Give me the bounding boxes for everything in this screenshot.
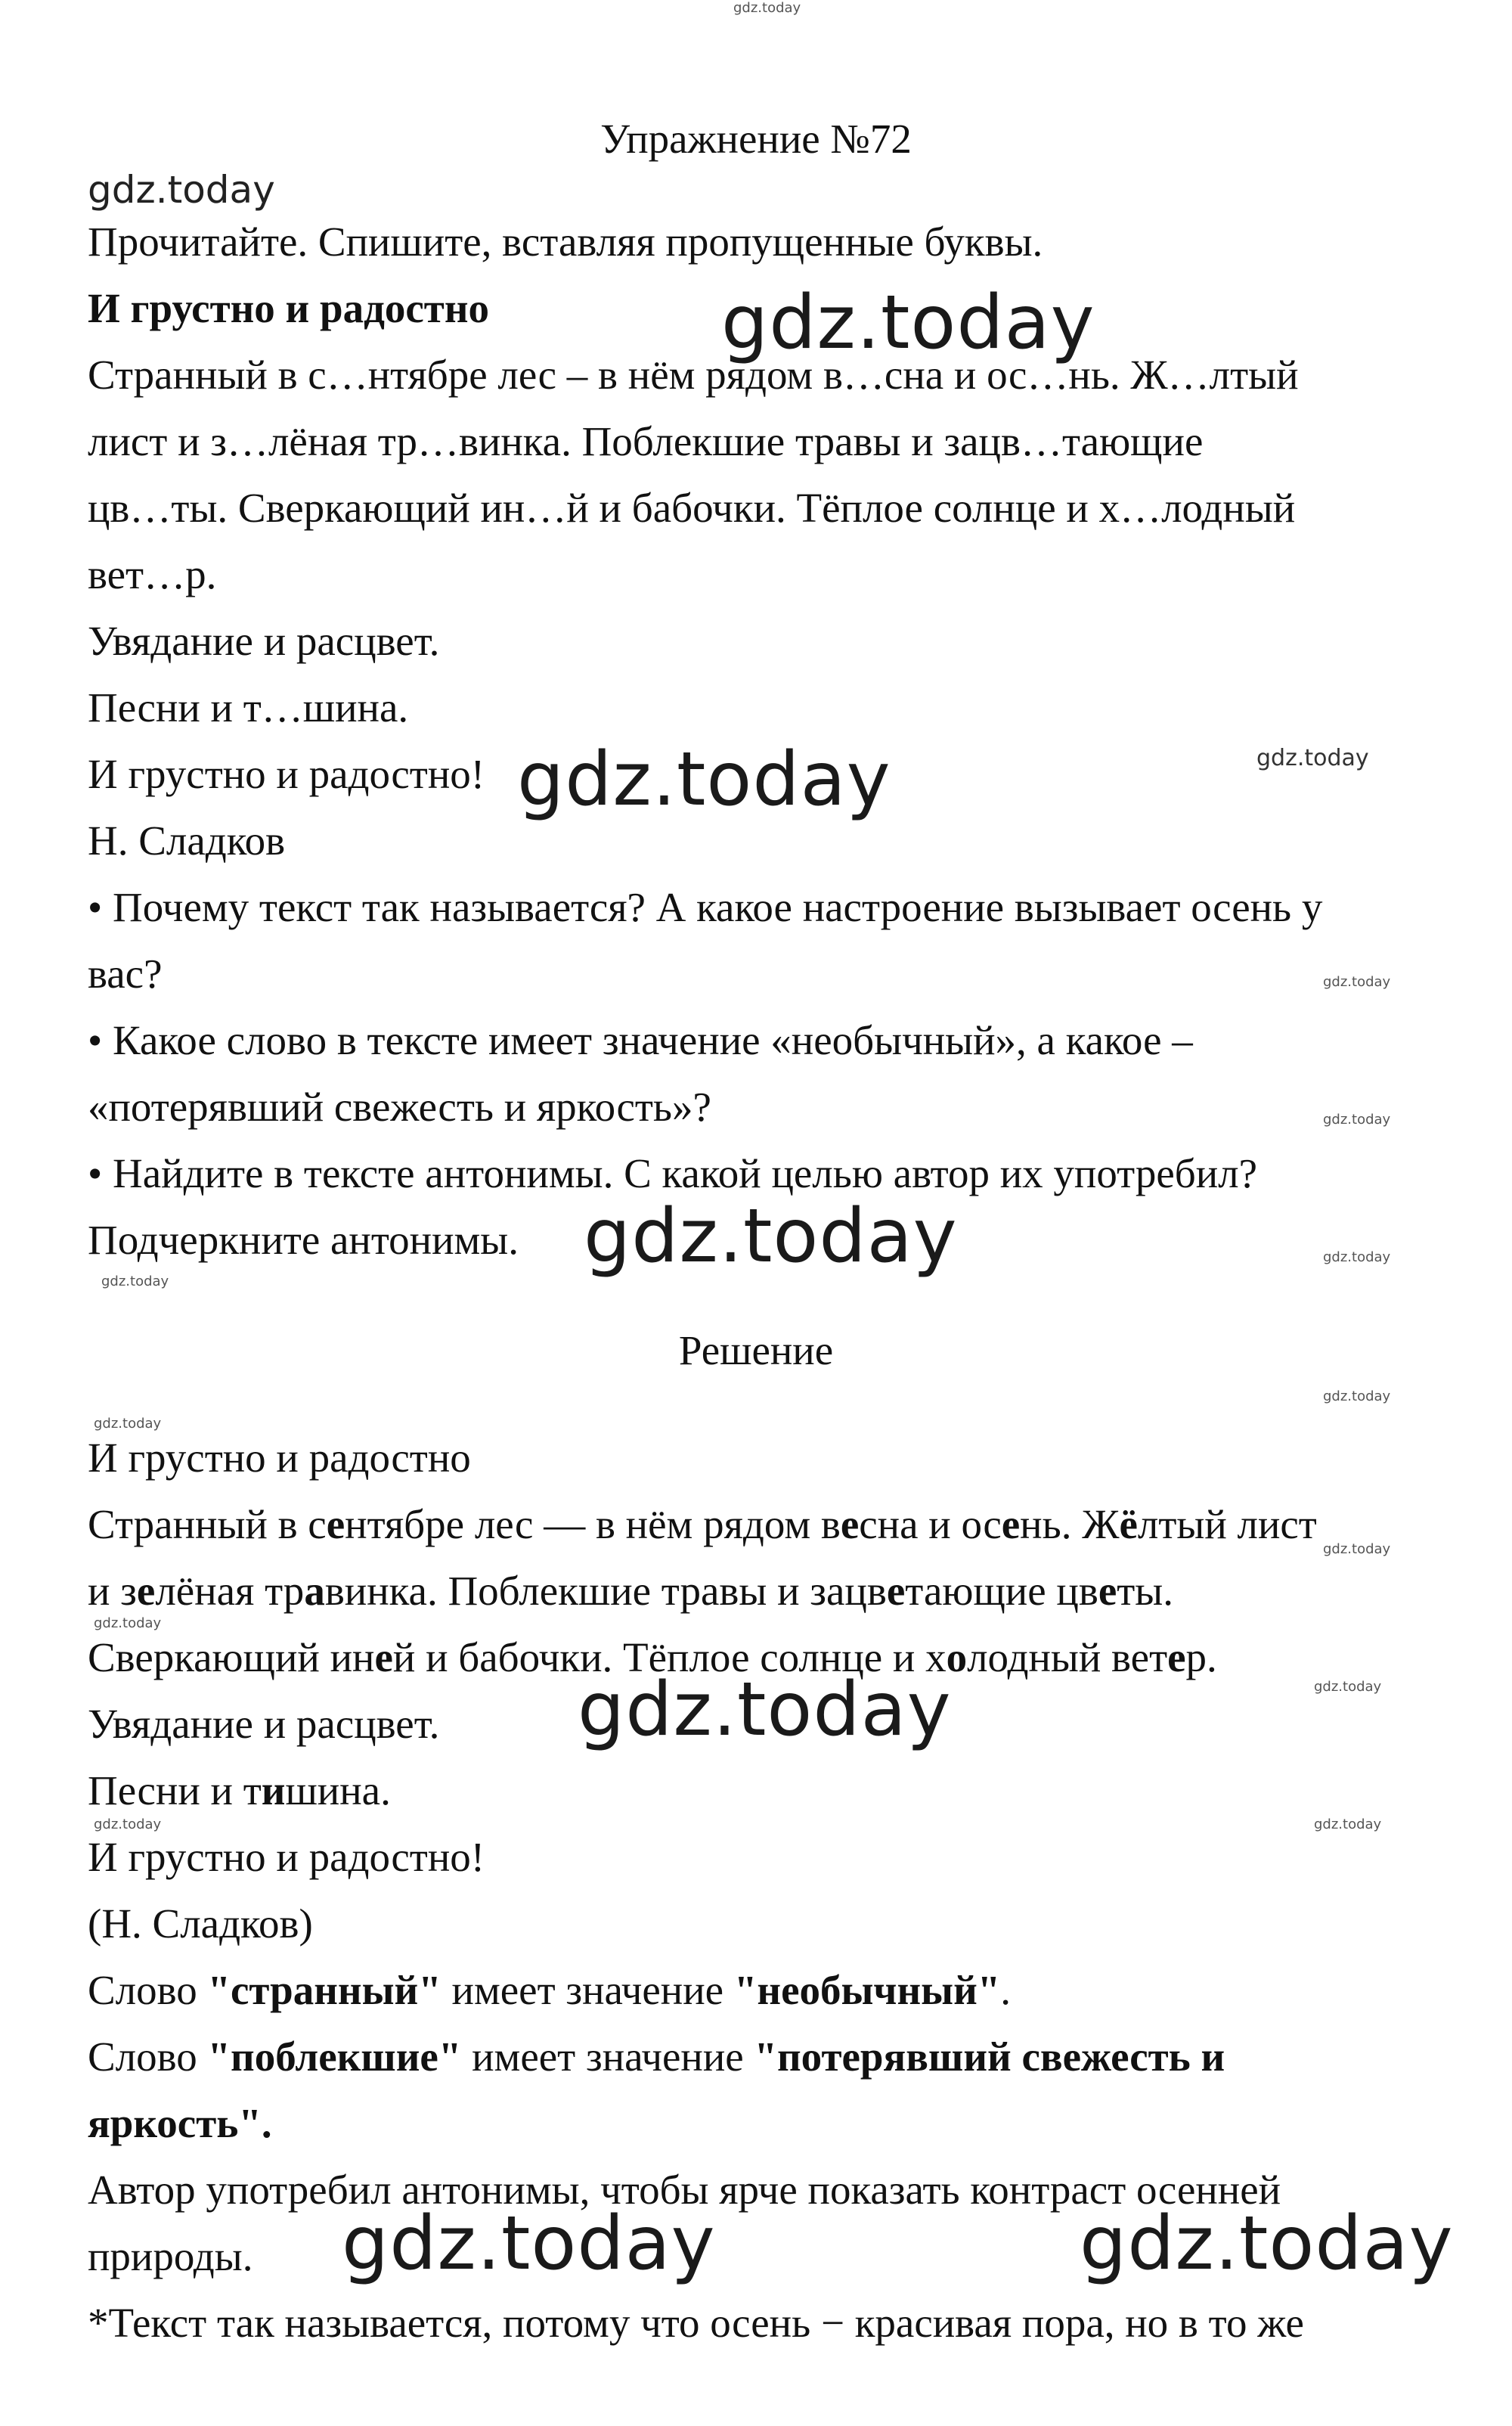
text-line: Песни и т…шина. [88,684,409,731]
word: "поблекшие" [207,2034,462,2080]
word: "странный" [207,1967,442,2013]
watermark: gdz.today [342,2201,716,2287]
watermark-top: gdz.today [733,0,801,16]
text: Слово [88,2034,208,2080]
meaning-line [88,2030,1452,2084]
text: и з [88,1568,137,1614]
inserted-letter: е [1098,1568,1117,1614]
antonyms-line: природы. [88,2233,253,2279]
watermark: gdz.today [88,168,275,212]
watermark: gdz.today [1080,2201,1454,2287]
solution-heading: Решение [678,1327,834,1373]
text: Сверкающий ин [88,1634,375,1680]
text-line: Странный в с…нтябре лес – в нём рядом в…сна и ос…нь. Ж…лтый [88,352,1299,398]
text-line: Увядание и расцвет. [88,618,440,664]
text: сна и ос [859,1501,1002,1547]
solution-line: Увядание и расцвет. [88,1701,440,1747]
solution-line: И грустно и радостно! [88,1834,485,1880]
watermark: gdz.today [517,737,891,823]
text: лодный вет [967,1634,1168,1680]
inserted-letter: е [326,1501,345,1547]
watermark: gdz.today [721,280,1095,366]
inserted-letter: е [1167,1634,1186,1680]
watermark: gdz.today [1314,1816,1382,1832]
inserted-letter: ё [1119,1501,1138,1547]
inserted-letter: е [136,1568,156,1614]
text: имеет значение [441,1967,734,2013]
text: й и бабочки. Тёплое солнце и х [392,1634,947,1680]
text: нь. Ж [1020,1501,1120,1547]
watermark: gdz.today [1323,1541,1391,1557]
watermark: gdz.today [584,1193,958,1280]
text: Слово [88,1967,208,2013]
inserted-letter: е [374,1634,393,1680]
text: шина. [285,1767,391,1813]
watermark: gdz.today [101,1273,169,1289]
watermark: gdz.today [1323,1112,1391,1128]
text: тающие цв [905,1568,1098,1614]
text-author: Н. Сладков [88,817,286,864]
text-title: И грустно и радостно [88,285,490,331]
exercise-title: Упражнение №72 [600,116,912,162]
text-line: лист и з…лёная тр…винка. Поблекшие травы и зацв…тающие [88,418,1204,464]
antonyms-line: Автор употребил антонимы, чтобы ярче показать контраст осенней [88,2167,1281,2213]
watermark: gdz.today [94,1816,162,1832]
text-line: цв…ты. Сверкающий ин…й и бабочки. Тёплое солнце и х…лодный [88,485,1296,531]
watermark: gdz.today [94,1615,162,1631]
inserted-letter: е [1001,1501,1021,1547]
text: Песни и т [88,1767,262,1813]
meaning-line [88,1963,1452,2018]
text: винка. Поблекшие травы и зацв [324,1568,887,1614]
question: • Почему текст так называется? А какое настроение вызывает осень у [88,884,1323,930]
meaning: "потерявший свежесть и [754,2034,1225,2080]
text: лёная тр [155,1568,305,1614]
meaning-line: яркость". [88,2100,272,2146]
solution-line [88,1564,1452,1618]
watermark: gdz.today [1323,974,1391,990]
footnote: *Текст так называется, потому что осень − красивая пора, но в то же [88,2300,1304,2346]
text: ты. [1117,1568,1173,1614]
inserted-letter: е [886,1568,906,1614]
solution-title: И грустно и радостно [88,1435,471,1481]
text: . [1000,1967,1012,2013]
watermark: gdz.today [1314,1679,1382,1695]
exercise-instruction: Прочитайте. Спишите, вставляя пропущенные буквы. [88,219,1043,265]
meaning: "необычный" [733,1967,1001,2013]
solution-line [88,1497,1452,1552]
watermark: gdz.today [1323,1249,1391,1265]
question: «потерявший свежесть и яркость»? [88,1084,711,1130]
question: Подчеркните антонимы. [88,1217,519,1263]
text: нтябре лес — в нём рядом в [345,1501,841,1547]
inserted-letter: и [261,1767,286,1813]
inserted-letter: е [840,1501,860,1547]
text-line: И грустно и радостно! [88,751,485,797]
watermark: gdz.today [578,1667,952,1753]
text: лтый лист [1137,1501,1317,1547]
watermark: gdz.today [1256,745,1369,771]
text: Странный в с [88,1501,327,1547]
question: • Какое слово в тексте имеет значение «необычный», а какое – [88,1017,1193,1063]
watermark: gdz.today [94,1416,162,1432]
inserted-letter: о [946,1634,968,1680]
solution-author: (Н. Сладков) [88,1900,313,1947]
question: вас? [88,951,163,997]
text: р. [1185,1634,1217,1680]
inserted-letter: а [304,1568,325,1614]
text-line: вет…р. [88,551,217,597]
watermark: gdz.today [1323,1388,1391,1404]
question: • Найдите в тексте антонимы. С какой целью автор их употребил? [88,1150,1258,1196]
solution-line [88,1764,1452,1818]
text: имеет значение [461,2034,754,2080]
